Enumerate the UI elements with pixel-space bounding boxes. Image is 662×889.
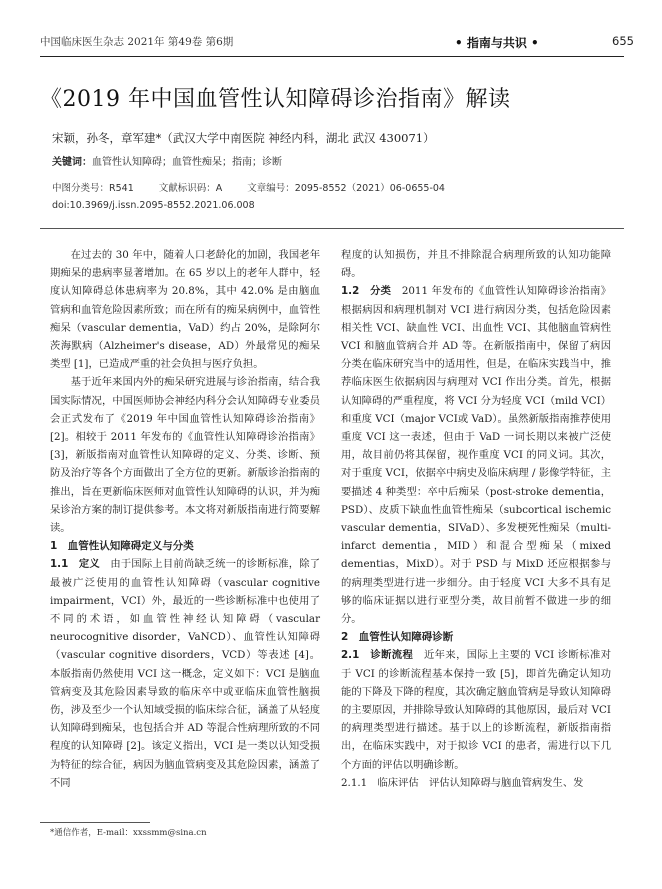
keywords-text: 血管性认知障碍；血管性痴呆；指南；诊断 — [92, 157, 282, 168]
author-line: 宋颖，孙冬，章军建*（武汉大学中南医院 神经内科，湖北 武汉 430071） — [52, 131, 435, 145]
clc-number: 中图分类号：R541 — [52, 183, 134, 194]
doi-line: doi:10.3969/j.issn.2095-8552.2021.06.008 — [52, 200, 255, 211]
section-heading: 1 血管性认知障碍定义与分类 — [50, 540, 194, 553]
classification-line — [52, 180, 467, 194]
subsection-label: 1.1 定义 — [50, 558, 100, 571]
subsection-text: 评估认知障碍与脑血管病发生、发 — [428, 776, 584, 789]
keywords-line — [52, 153, 282, 168]
section-heading: 2 血管性认知障碍诊断 — [341, 631, 454, 644]
subsection-text: 由于国际上目前尚缺乏统一的诊断标准，除了最被广泛使用的血管性认知障碍（vascular cognitive impairment，VCI）外，最近的一些诊断标准中也使用了不同的术语，如血管性神经认知障碍（vascular neurocognitive disorder，VaNCD）、血管性认知障碍（vascular cognitive disorders，VCD）等表述 [4]。本版指南仍然使用 VCI 这一概念，定义如下：VCI 是脑血管病变及其危险因素导致的临床卒中或亚临床血管性脑损伤，涉及至少一个认知域受损的临床综合征，涵盖了从轻度认知障碍到痴呆，也包括合并 AD 等混合性病理所致的不同程度的认知障碍 [2]。该定义指出，VCI 是一类以认知受损为特征的综合征，病因为脑血管病变及其危险因素，涵盖了不同 — [50, 558, 321, 789]
header-divider — [40, 56, 624, 57]
article-number: 文章编号：2095-8552（2021）06-0655-04 — [247, 183, 445, 194]
article-title: 《2019 年中国血管性认知障碍诊治指南》解读 — [40, 87, 511, 112]
right-column — [341, 246, 611, 792]
subsection-label: 1.2 分类 — [341, 285, 392, 298]
subsection-label: 2.1.1 临床评估 — [341, 776, 419, 789]
paragraph: 在过去的 30 年中，随着人口老龄化的加剧，我国老年期痴呆的患病率显著增加。在 65 岁以上的老年人群中，轻度认知障碍总体患病率为 20.8%，其中 42.0% 是由脑血管病和血管危险因素所致；而在所有的痴呆病例中，血管性痴呆（vascular dementia，VaD）约占 20%，是除阿尔茨海默病（Alzheimer's disease，AD）外最常见的痴呆类型 [1]，已造成严重的社会负担与医疗负担。 — [50, 249, 320, 371]
subsection-text: 2011 年发布的《血管性认知障碍诊治指南》根据病因和病理机制对 VCI 进行病因分类，包括危险因素相关性 VCI、缺血性 VCI、出血性 VCI、其他脑血管病性 VCI 和脑血管病合并 AD 等。在新版指南中，保留了病因分类在临床研究当中的适用性，但是，在临床实践当中，推荐临床医生依据病因与病理对 VCI 作出分类。首先，根据认知障碍的严重程度，将 VCI 分为轻度 VCI（mild VCI）和重度 VCI（major VCI或 VaD）。虽然新版指南推荐使用重度 VCI 这一表述，但由于 VaD 一词长期以来被广泛使用，故目前仍将其保留，视作重度 VCI 的同义词。其次，对于重度 VCI，依据卒中病史及临床病理 / 影像学特征，主要描述 4 种类型：卒中后痴呆（post-stroke dementia，PSD）、皮质下缺血性血管性痴呆（subcortical ischemic vascular dementia，SIVaD）、多发梗死性痴呆（multi-infarct dementia，MID）和混合型痴呆（mixed dementias，MixD）。对于 PSD 与 MixD 还应根据参与的病理类型进行进一步细分。由于轻度 VCI 大多不具有足够的临床证据以进行亚型分类，故目前暂不做进一步的细分。 — [341, 285, 611, 626]
footnote-divider — [40, 822, 150, 823]
paragraph: 程度的认知损伤，并且不排除混合病理所致的认知功能障碍。 — [341, 249, 611, 280]
body-divider — [40, 228, 624, 229]
document-code: 文献标识码：A — [158, 183, 223, 194]
paragraph — [341, 774, 611, 792]
subsection-text: 近年来，国际上主要的 VCI 诊断标准对于 VCI 的诊断流程基本保持一致 [5]，即首先确定认知功能的下降及下降的程度，其次确定脑血管病是导致认知障碍的主要原因，并排除导致认知障碍的其他原因，最后对 VCI 的病理类型进行描述。基于以上的诊断流程，新版指南指出，在临床实践中，对于拟诊 VCI 的患者，需进行以下几个方面的评估以明确诊断。 — [341, 649, 611, 771]
paragraph — [341, 646, 611, 773]
journal-header: 中国临床医生杂志 2021年 第49卷 第6期 — [40, 36, 234, 48]
footnote: *通信作者，E-mail：xxssmm@sina.cn — [50, 828, 207, 838]
section-tag: • 指南与共识 • — [455, 36, 539, 50]
paragraph — [341, 282, 611, 628]
page-number: 655 — [612, 34, 634, 48]
keywords-label: 关键词： — [52, 157, 92, 168]
paragraph: 基于近年来国内外的痴呆研究进展与诊治指南，结合我国实际情况，中国医师协会神经内科分会认知障碍专业委员会正式发布了《2019 年中国血管性认知障碍诊治指南》[2]。相较于 2011 年发布的《血管性认知障碍诊治指南》[3]，新版指南对血管性认知障碍的定义、分类、诊断、预防及治疗等各个方面做出了全方位的更新。新版诊治指南的推出，旨在更新临床医师对血管性认知障碍的认识，并为痴呆诊治方案的制订提供参考。本文将对新版指南进行简要解读。 — [50, 376, 320, 535]
left-column — [50, 246, 320, 792]
paragraph — [50, 555, 320, 792]
subsection-label: 2.1 诊断流程 — [341, 649, 414, 662]
